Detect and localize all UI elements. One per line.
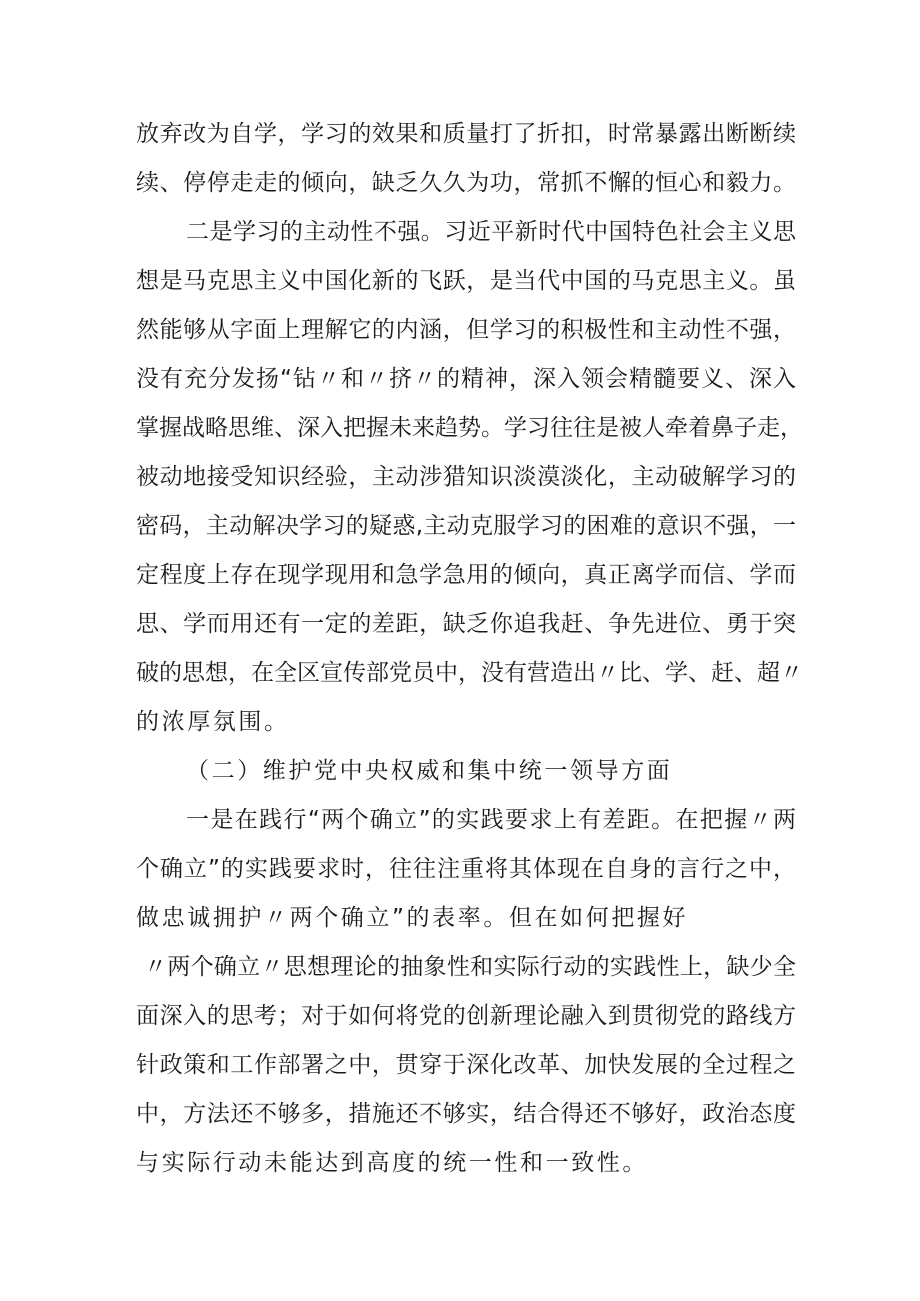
section-heading: （二）维护党中央权威和集中统一领导方面 [186, 758, 673, 784]
text-line: 定程度上存在现学现用和急学急用的倾向，真正离学而信、学而 [136, 562, 796, 588]
paragraph-end-line: 的浓厚氛围。 [136, 709, 290, 735]
paragraph-start-line: 一是在践行“两个确立”的实践要求上有差距。在把握〃两 [186, 807, 796, 833]
text-line: 密码，主动解决学习的疑惑,主动克服学习的困难的意识不强，一 [136, 513, 796, 539]
text-line: 放弃改为自学，学习的效果和质量打了折扣，时常暴露出断断续 [136, 121, 796, 147]
text-line: 面深入的思考；对于如何将党的创新理论融入到贯彻党的路线方 [136, 1003, 796, 1029]
text-line: 做忠诚拥护〃两个确立”的表率。但在如何把握好 [136, 905, 689, 931]
text-line: 破的思想，在全区宣传部党员中，没有营造出〃比、学、赶、超〃 [136, 660, 803, 686]
paragraph-end-line: 与实际行动未能达到高度的统一性和一致性。 [136, 1150, 648, 1176]
text-line: 续、停停走走的倾向，缺乏久久为功，常抓不懈的恒心和毅力。 [136, 170, 796, 196]
text-line: 掌握战略思维、深入把握未来趋势。学习往往是被人牵着鼻子走， [136, 415, 803, 441]
text-line: 思、学而用还有一定的差距，缺乏你追我赶、争先进位、勇于突 [136, 611, 796, 637]
text-line: 没有充分发扬“钻〃和〃挤〃的精神，深入领会精髓要义、深入 [136, 366, 796, 392]
text-line: 〃两个确立〃思想理论的抽象性和实际行动的实践性上，缺少全 [144, 954, 796, 980]
paragraph-start-line: 二是学习的主动性不强。习近平新时代中国特色社会主义思 [186, 219, 796, 245]
text-line: 针政策和工作部署之中，贯穿于深化改革、加快发展的全过程之 [136, 1052, 796, 1078]
text-line: 然能够从字面上理解它的内涵，但学习的积极性和主动性不强， [136, 317, 796, 343]
text-line: 中，方法还不够多，措施还不够实，结合得还不够好，政治态度 [136, 1101, 796, 1127]
text-line: 被动地接受知识经验，主动涉猎知识淡漠淡化，主动破解学习的 [136, 464, 796, 490]
text-line: 个确立”的实践要求时，往往注重将其体现在自身的言行之中， [136, 856, 796, 882]
text-line: 想是马克思主义中国化新的飞跃，是当代中国的马克思主义。虽 [136, 268, 796, 294]
